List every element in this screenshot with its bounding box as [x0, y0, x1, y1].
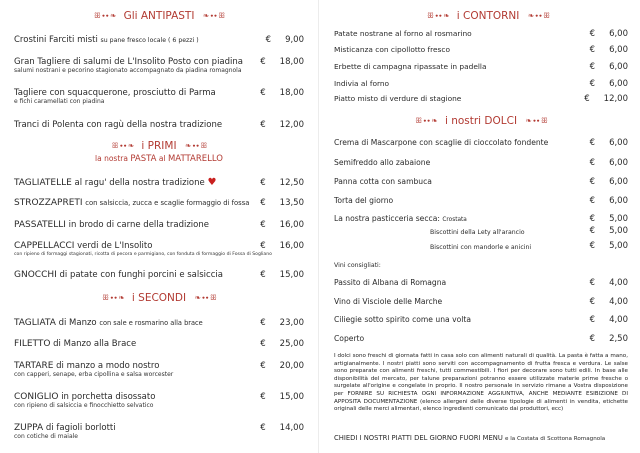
menu-item	[334, 45, 628, 55]
sub-item-price: € 5,00	[589, 226, 628, 236]
daily-specials-note: CHIEDI I NOSTRI PIATTI DEL GIORNO FUORI MENU e la Costata di Scottona Romagnola	[334, 434, 606, 442]
ornament-right-icon: ❧ ∙∙ ꕥ	[184, 141, 207, 150]
item-desc: in porchetta disossato	[61, 392, 156, 402]
primi-title: i PRIMI	[141, 140, 177, 152]
item-price: € 18,00	[260, 57, 304, 67]
menu-item	[334, 297, 628, 307]
item-name: Torta del giorno	[334, 196, 394, 205]
item-name: La nostra pasticceria secca:	[334, 214, 440, 223]
item-price: € 20,00	[260, 361, 304, 371]
dolci-title: i nostri DOLCI	[444, 115, 518, 127]
item-price: € 4,00	[589, 297, 628, 307]
sub-item-name: Biscottini della Lety all'arancio	[430, 229, 525, 236]
item-desc: di patate con funghi porcini e salsiccia	[59, 270, 223, 280]
menu-item	[334, 315, 628, 325]
ornament-right-icon: ❧ ∙∙ ꕥ	[202, 11, 225, 20]
contorni-title: i CONTORNI	[456, 10, 520, 22]
item-desc: in brodo di carne della tradizione	[68, 220, 209, 230]
item-note: con cotiche di maiale	[14, 433, 78, 440]
menu-item	[14, 423, 304, 440]
item-price: € 6,00	[589, 177, 628, 187]
ornament-left-icon: ꕥ ∙∙ ❧	[111, 141, 134, 150]
item-name: ZUPPA	[14, 423, 44, 433]
antipasti-heading	[0, 10, 318, 22]
item-price: € 12,50	[260, 178, 304, 188]
item-note: con ripieno di salsiccia e finocchietto selvatico	[14, 402, 154, 409]
menu-item	[14, 198, 304, 208]
item-note: Crostata	[442, 217, 467, 223]
menu-item	[334, 62, 628, 72]
item-price: € 6,00	[589, 158, 628, 168]
item-desc: di manzo a modo nostro	[56, 361, 160, 371]
item-price: € 6,00	[589, 79, 628, 89]
item-price: € 6,00	[589, 62, 628, 72]
menu-item	[14, 178, 304, 188]
menu-item	[334, 214, 628, 225]
item-price: € 18,00	[260, 88, 304, 98]
secondi-heading	[0, 292, 318, 304]
item-price: € 6,00	[589, 45, 628, 55]
menu-item	[14, 120, 304, 130]
item-price: € 23,00	[260, 318, 304, 328]
allergen-note: I dolci sono freschi di giornata fatti in casa solo con alimenti naturali di qualità. La pasta è fatta a mano, artigianalmente. I nostri piatti sono serviti con accompagnamento di frutta fresca e verdura. Le salse sono preparate con alimenti freschi, tutti commestibili. I fiori per decorare sono tutti edili. In base alle disponibilità del mercato, per talune preparazioni potranno essere utilizzate materie prime fresche o surgelate all'origine e congelate in proprio. Il nostro personale in servizio rimane a Vostra disposizione per FORNIRE SU RICHIESTA OGNI INFORMAZIONE AGGIUNTIVA, ANCHE MEDIANTE ESIBIZIONE DI APPOSITA DOCUMENTAZIONE (elenco allergeni delle diverse tipologie di alimenti in vendita, etichette originali delle merci alimentari, elenco ingredienti comunicato dai produttori, ecc)	[334, 353, 628, 413]
contorni-heading	[427, 10, 640, 22]
menu-item	[334, 79, 628, 89]
secondi-title: i SECONDI	[131, 292, 187, 304]
item-name: Semifreddo allo zabaione	[334, 158, 431, 167]
item-name: GNOCCHI	[14, 270, 57, 280]
menu-item	[14, 241, 304, 258]
item-desc: di fagioli borlotti	[45, 423, 116, 433]
item-name: Crostini Farciti misti	[14, 35, 98, 45]
column-divider	[318, 0, 319, 453]
item-name: FILETTO	[14, 339, 51, 349]
menu-item	[334, 29, 628, 39]
ornament-left-icon: ꕥ ∙∙ ❧	[427, 11, 449, 20]
item-desc: di Manzo alla Brace	[53, 339, 137, 349]
item-name: Erbette di campagna ripassate in padella	[334, 62, 487, 71]
ornament-right-icon: ❧ ∙∙ ꕥ	[194, 293, 216, 302]
item-price: € 9,00	[265, 35, 304, 45]
item-price: € 15,00	[260, 270, 304, 280]
item-note: con sale e rosmarino alla brace	[99, 319, 203, 327]
item-name: PASSATELLI	[14, 220, 66, 230]
item-price: € 6,00	[589, 29, 628, 39]
item-desc: al ragu' della nostra tradizione	[74, 178, 205, 188]
item-price: € 4,00	[589, 278, 628, 288]
primi-subtitle: la nostra PASTA al MATTARELLO	[95, 154, 223, 164]
item-note: con capperi, senape, erba cipollina e salsa worcester	[14, 371, 174, 378]
item-name: CAPPELLACCI	[14, 241, 75, 251]
menu-item	[334, 196, 628, 206]
menu-item	[14, 361, 304, 378]
heart-icon: ♥	[207, 177, 217, 188]
item-price: € 12,00	[584, 94, 628, 104]
menu-item	[14, 318, 304, 328]
antipasti-title: Gli ANTIPASTI	[123, 10, 195, 22]
item-price: € 13,50	[260, 198, 304, 208]
item-desc: e fichi caramellati con piadina	[14, 98, 105, 105]
item-price: € 15,00	[260, 392, 304, 402]
left-column	[0, 0, 318, 453]
vini-label: Vini consigliati:	[334, 262, 381, 269]
item-desc: verdi de L'Insolito	[77, 241, 153, 251]
item-desc: su pane fresco locale ( 6 pezzi )	[100, 37, 199, 44]
item-price: € 5,00	[589, 214, 628, 224]
right-column	[322, 0, 640, 453]
menu-item	[14, 57, 304, 74]
ornament-right-icon: ❧ ∙∙ ꕥ	[525, 116, 547, 125]
item-name: Gran Tagliere di salumi de L'Insolito Posto con piadina	[14, 57, 243, 67]
item-desc: di Manzo	[58, 318, 97, 328]
sub-item-name: Biscottini con mandorle e anicini	[430, 244, 532, 251]
menu-item	[14, 339, 304, 349]
item-price: € 4,00	[589, 315, 628, 325]
item-name: Misticanza con cipollotto fresco	[334, 45, 450, 54]
ornament-left-icon: ꕥ ∙∙ ❧	[93, 11, 116, 20]
item-name: Passito di Albana di Romagna	[334, 278, 447, 287]
item-name: TARTARE	[14, 361, 54, 371]
menu-item	[334, 334, 628, 344]
item-name: Coperto	[334, 334, 365, 343]
ornament-left-icon: ꕥ ∙∙ ❧	[415, 116, 437, 125]
item-name: TAGLIATELLE	[14, 178, 72, 188]
item-price: € 2,50	[589, 334, 628, 344]
menu-item	[334, 158, 628, 168]
item-price: € 16,00	[260, 241, 304, 251]
item-name: Indivia al forno	[334, 79, 390, 88]
menu-item	[14, 270, 304, 280]
sub-item-price: € 5,00	[589, 241, 628, 251]
menu-item	[334, 278, 628, 288]
item-name: Patate nostrane al forno al rosmarino	[334, 29, 472, 38]
item-name: Vino di Visciole delle Marche	[334, 297, 443, 306]
item-name: Tagliere con squacquerone, prosciutto di Parma	[14, 88, 216, 98]
menu-item	[14, 220, 304, 230]
item-price: € 16,00	[260, 220, 304, 230]
item-price: € 25,00	[260, 339, 304, 349]
menu-item	[14, 88, 304, 105]
item-name: Piatto misto di verdure di stagione	[334, 94, 462, 103]
menu-item	[14, 35, 304, 46]
menu-item	[334, 177, 628, 187]
item-desc: salumi nostrani e pecorino stagionato accompagnato da piadina romagnola	[14, 67, 242, 74]
item-name: Panna cotta con sambuca	[334, 177, 432, 186]
menu-item	[14, 392, 304, 409]
item-price: € 6,00	[589, 138, 628, 148]
dolci-heading	[322, 115, 640, 127]
ornament-left-icon: ꕥ ∙∙ ❧	[102, 293, 124, 302]
menu-item	[334, 138, 628, 148]
primi-heading	[0, 140, 318, 152]
item-name: Crema di Mascarpone con scaglie di cioccolato fondente	[334, 138, 549, 147]
item-desc: con salsiccia, zucca e scaglie formaggio di fossa	[85, 199, 250, 207]
item-name: Tranci di Polenta con ragù della nostra tradizione	[14, 120, 223, 130]
item-name: STROZZAPRETI	[14, 198, 83, 208]
menu-item	[334, 94, 628, 104]
item-price: € 6,00	[589, 196, 628, 206]
item-name: CONIGLIO	[14, 392, 59, 402]
item-note: con ripieno di formaggi stagionati, ricotta di pecora e parmigiano, con fonduta di formaggio di Fossa di Sogliano	[14, 252, 272, 257]
item-price: € 12,00	[260, 120, 304, 130]
item-name: TAGLIATA	[14, 318, 56, 328]
ornament-right-icon: ❧ ∙∙ ꕥ	[527, 11, 550, 20]
item-price: € 14,00	[260, 423, 304, 433]
item-name: Ciliegie sotto spirito come una volta	[334, 315, 471, 324]
